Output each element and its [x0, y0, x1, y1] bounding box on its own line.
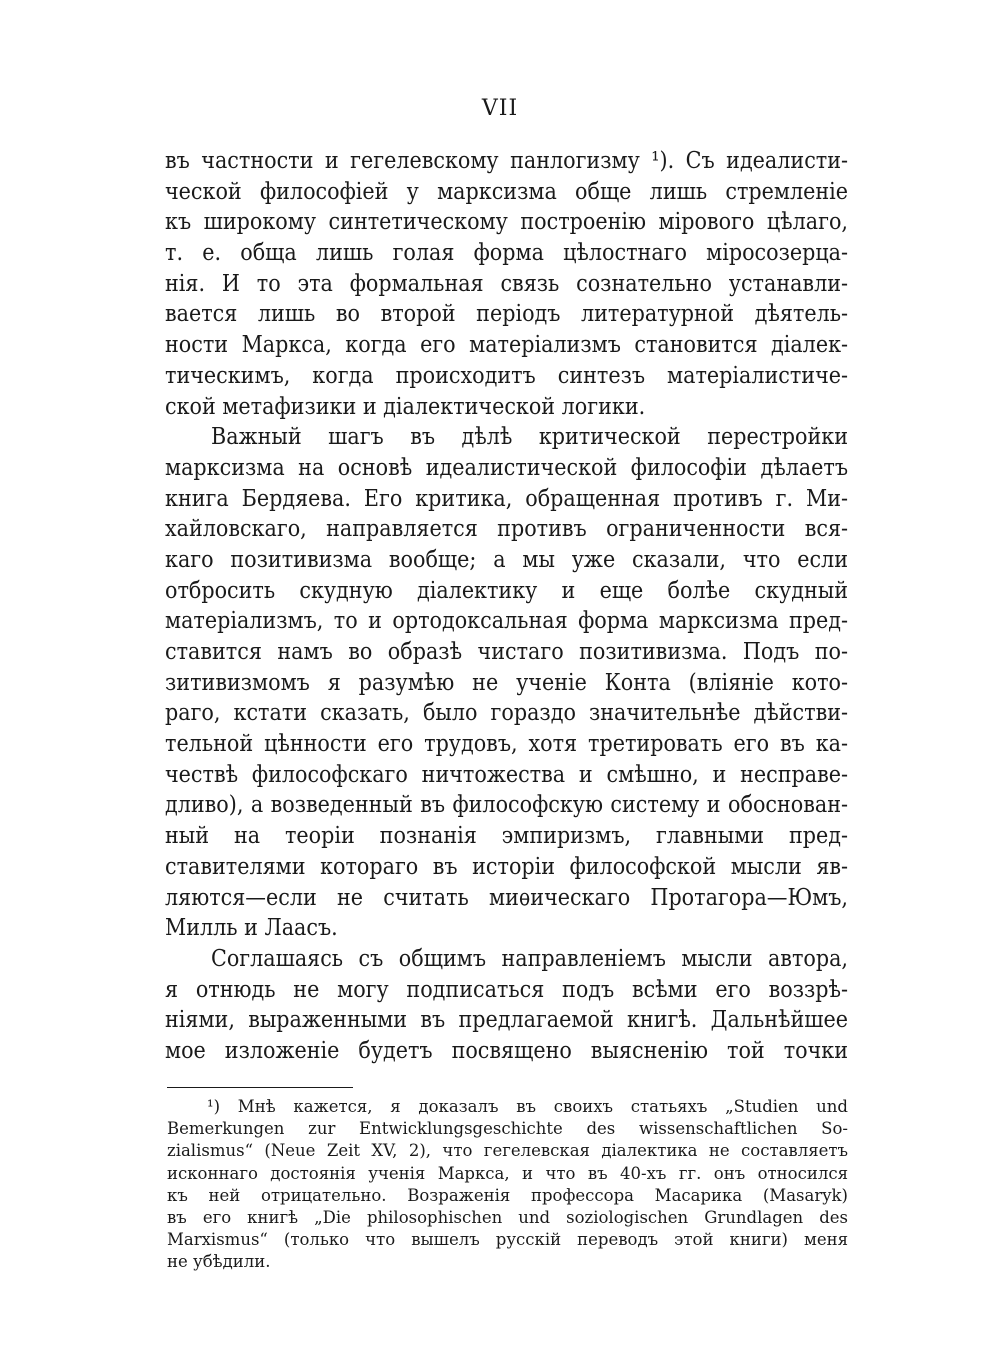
- text-line: зитивизмомъ я разумѣю не ученіе Конта (вліяніе кото-: [165, 669, 848, 696]
- footnote-line: къ ней отрицательно. Возраженія профессора Масарика (Masaryk): [167, 1185, 848, 1205]
- text-line: ный на теоріи познанія эмпиризмъ, главными пред-: [165, 823, 848, 850]
- text-line: чествѣ философскаго ничтожества и смѣшно, и несправе-: [165, 761, 848, 788]
- text-line: къ широкому синтетическому построенію мірового цѣлаго,: [165, 209, 848, 236]
- text-line: ности Маркса, когда его матеріализмъ становится діалек-: [165, 332, 848, 359]
- text-line: ніями, выраженными въ предлагаемой книгѣ. Дальнѣйшее: [165, 1007, 848, 1034]
- text-line: ской метафизики и діалектической логики.: [165, 393, 646, 420]
- paragraph-start-line: Важный шагъ въ дѣлѣ критической перестройки: [211, 424, 848, 451]
- text-line: вается лишь во второй періодъ литературной дѣятель-: [165, 301, 848, 328]
- footnote-line: zialismus“ (Neue Zeit XV, 2), что гегелевская діалектика не составляетъ: [167, 1141, 848, 1161]
- footnote-separator: [167, 1087, 353, 1088]
- footnote-line: Marxismus“ (только что вышелъ русскій переводъ этой книги) меня: [167, 1230, 848, 1250]
- footnote-line: Bemerkungen zur Entwicklungsgeschichte des wissenschaftlichen So-: [167, 1119, 848, 1139]
- text-line: ставителями котораго въ исторіи философской мысли яв-: [165, 853, 848, 880]
- footnote-line: исконнаго достоянія ученія Маркса, и что въ 40-хъ гг. онъ относился: [167, 1163, 848, 1183]
- text-line: дливо), а возведенный въ философскую систему и обоснован-: [165, 792, 848, 819]
- text-line: тельной цѣнности его трудовъ, хотя третировать его въ ка-: [165, 731, 848, 758]
- text-line: марксизма на основѣ идеалистической философіи дѣлаетъ: [165, 454, 848, 481]
- text-line: Милль и Лаасъ.: [165, 915, 338, 942]
- text-line: каго позитивизма вообще; а мы уже сказали, что если: [165, 546, 848, 573]
- text-line: ляются—если не считать миѳическаго Протагора—Юмъ,: [165, 884, 848, 911]
- footnote-line: не убѣдили.: [167, 1252, 271, 1272]
- text-line: матеріализмъ, то и ортодоксальная форма марксизма пред-: [165, 608, 848, 635]
- footnote-line: ¹) Мнѣ кажется, я доказалъ въ своихъ статьяхъ „Studien und: [207, 1097, 848, 1116]
- text-line: мое изложеніе будетъ посвящено выясненію той точки: [165, 1037, 848, 1064]
- text-line: т. е. обща лишь голая форма цѣлостнаго міросозерца-: [165, 240, 848, 267]
- text-line: ческой философіей у марксизма обще лишь стремленіе: [165, 178, 848, 205]
- footnote: [167, 1096, 848, 1274]
- text-line: раго, кстати сказать, было гораздо значительнѣе дѣйстви-: [165, 700, 848, 727]
- text-line: книга Бердяева. Его критика, обращенная противъ г. Ми-: [165, 485, 848, 512]
- text-line: отбросить скудную діалектику и еще болѣе скудный: [165, 577, 848, 604]
- footnote-line: въ его книгѣ „Die philosophischen und soziologischen Grundlagen des: [167, 1207, 848, 1227]
- text-line: тическимъ, когда происходитъ синтезъ матеріалистиче-: [165, 362, 848, 389]
- text-line: хайловскаго, направляется противъ ограниченности вся-: [165, 516, 848, 543]
- text-line: нія. И то эта формальная связь сознательно устанавли-: [165, 270, 848, 297]
- text-line: въ частности и гегелевскому панлогизму ¹). Съ идеалисти-: [165, 148, 848, 174]
- page-number: VII: [481, 96, 519, 121]
- text-line: я отнюдь не могу подписаться подъ всѣми его воззрѣ-: [165, 976, 848, 1003]
- paragraph-start-line: Соглашаясь съ общимъ направленіемъ мысли автора,: [211, 945, 848, 972]
- text-line: ставится намъ во образѣ чистаго позитивизма. Подъ по-: [165, 639, 848, 665]
- main-text: [165, 146, 848, 1067]
